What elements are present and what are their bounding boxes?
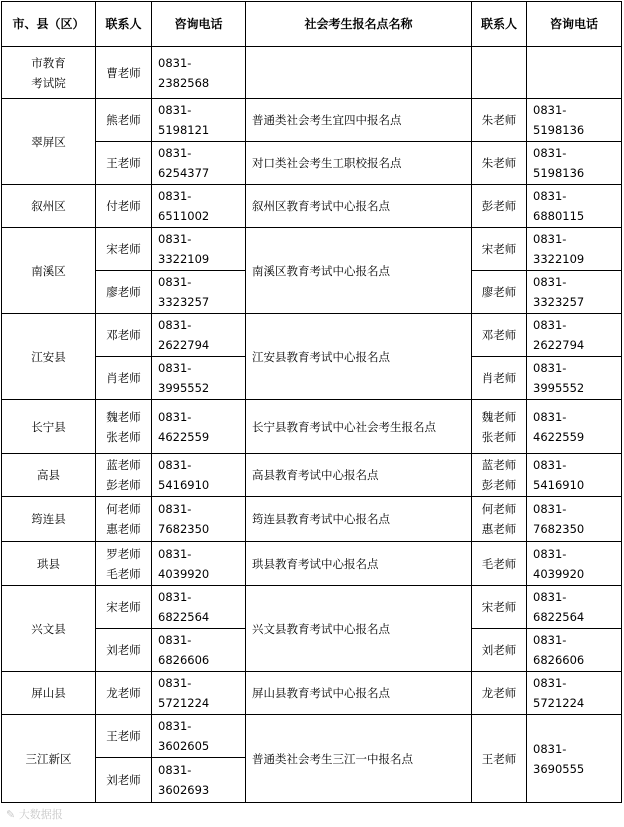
contact-cell: 刘老师 — [96, 629, 152, 672]
phone-cell: 0831-6822564 — [152, 586, 246, 629]
contact-cell-2: 刘老师 — [472, 629, 527, 672]
contact-cell-2: 朱老师 — [472, 142, 527, 185]
table-row — [2, 400, 622, 454]
phone-cell-2: 0831-5198136 — [527, 142, 622, 185]
contact-cell-2 — [472, 47, 527, 99]
header-site: 社会考生报名点名称 — [246, 2, 472, 47]
phone-cell: 0831-5416910 — [152, 454, 246, 497]
table-row — [2, 586, 622, 629]
phone-cell-2: 0831-4622559 — [527, 400, 622, 454]
table-row — [2, 185, 622, 228]
phone-cell-2: 0831-7682350 — [527, 497, 622, 542]
contact-cell: 王老师 — [96, 715, 152, 758]
contact-cell: 邓老师 — [96, 314, 152, 357]
site-cell: 长宁县教育考试中心社会考生报名点 — [246, 400, 472, 454]
phone-cell: 0831-5198121 — [152, 99, 246, 142]
phone-cell: 0831-3322109 — [152, 228, 246, 271]
phone-cell-2: 0831-6822564 — [527, 586, 622, 629]
contact-cell: 刘老师 — [96, 758, 152, 803]
contact-cell: 熊老师 — [96, 99, 152, 142]
contact-cell-2: 魏老师 张老师 — [472, 400, 527, 454]
area-cell: 兴文县 — [2, 586, 96, 672]
header-contact-2: 联系人 — [472, 2, 527, 47]
table-row — [2, 99, 622, 142]
header-phone-2: 咨询电话 — [527, 2, 622, 47]
phone-cell: 0831-3323257 — [152, 271, 246, 314]
contact-cell: 宋老师 — [96, 228, 152, 271]
area-cell: 长宁县 — [2, 400, 96, 454]
contact-cell: 廖老师 — [96, 271, 152, 314]
contact-cell-2: 邓老师 — [472, 314, 527, 357]
phone-cell: 0831-6254377 — [152, 142, 246, 185]
phone-cell-2: 0831-3323257 — [527, 271, 622, 314]
contact-cell-2: 毛老师 — [472, 542, 527, 586]
contact-cell: 魏老师 张老师 — [96, 400, 152, 454]
site-cell: 南溪区教育考试中心报名点 — [246, 228, 472, 314]
phone-cell-2: 0831-5198136 — [527, 99, 622, 142]
phone-cell: 0831-6511002 — [152, 185, 246, 228]
area-cell: 高县 — [2, 454, 96, 497]
contact-cell: 罗老师 毛老师 — [96, 542, 152, 586]
phone-cell: 0831-3602605 — [152, 715, 246, 758]
area-cell: 市教育 考试院 — [2, 47, 96, 99]
site-cell: 普通类社会考生三江一中报名点 — [246, 715, 472, 803]
phone-cell-2: 0831-3322109 — [527, 228, 622, 271]
contact-cell-2: 宋老师 — [472, 228, 527, 271]
phone-cell-2: 0831-6880115 — [527, 185, 622, 228]
header-contact: 联系人 — [96, 2, 152, 47]
watermark-text: 大数据报 — [18, 808, 63, 821]
site-cell: 屏山县教育考试中心报名点 — [246, 672, 472, 715]
watermark-logo — [6, 806, 63, 822]
phone-cell-2: 0831-5416910 — [527, 454, 622, 497]
header-area: 市、县（区） — [2, 2, 96, 47]
phone-cell-2: 0831-5721224 — [527, 672, 622, 715]
area-cell: 珙县 — [2, 542, 96, 586]
contact-cell: 付老师 — [96, 185, 152, 228]
contact-cell-2: 何老师 惠老师 — [472, 497, 527, 542]
contact-cell-2: 肖老师 — [472, 357, 527, 400]
area-cell: 叙州区 — [2, 185, 96, 228]
contact-cell: 宋老师 — [96, 586, 152, 629]
site-cell — [246, 47, 472, 99]
contact-cell-2: 蓝老师 彭老师 — [472, 454, 527, 497]
phone-cell-2: 0831-6826606 — [527, 629, 622, 672]
site-cell: 叙州区教育考试中心报名点 — [246, 185, 472, 228]
table-header-row — [2, 2, 622, 47]
area-cell: 筠连县 — [2, 497, 96, 542]
contact-cell: 肖老师 — [96, 357, 152, 400]
site-cell: 珙县教育考试中心报名点 — [246, 542, 472, 586]
table-row — [2, 542, 622, 586]
site-cell: 江安县教育考试中心报名点 — [246, 314, 472, 400]
phone-cell-2: 0831-2622794 — [527, 314, 622, 357]
area-cell: 三江新区 — [2, 715, 96, 803]
phone-cell: 0831-6826606 — [152, 629, 246, 672]
table-row — [2, 228, 622, 271]
phone-cell: 0831-2382568 — [152, 47, 246, 99]
phone-cell: 0831-2622794 — [152, 314, 246, 357]
contact-cell-2: 廖老师 — [472, 271, 527, 314]
phone-cell: 0831-3602693 — [152, 758, 246, 803]
watermark-icon: ✎ — [6, 808, 16, 821]
contact-cell: 何老师 惠老师 — [96, 497, 152, 542]
contact-cell-2: 朱老师 — [472, 99, 527, 142]
table-row — [2, 314, 622, 357]
phone-cell: 0831-4622559 — [152, 400, 246, 454]
contact-table — [1, 1, 622, 803]
site-cell: 高县教育考试中心报名点 — [246, 454, 472, 497]
site-cell: 兴文县教育考试中心报名点 — [246, 586, 472, 672]
area-cell: 翠屏区 — [2, 99, 96, 185]
area-cell: 江安县 — [2, 314, 96, 400]
site-cell: 对口类社会考生工职校报名点 — [246, 142, 472, 185]
table-row — [2, 715, 622, 758]
phone-cell: 0831-5721224 — [152, 672, 246, 715]
table-row — [2, 672, 622, 715]
site-cell: 普通类社会考生宜四中报名点 — [246, 99, 472, 142]
phone-cell: 0831-4039920 — [152, 542, 246, 586]
table-row — [2, 497, 622, 542]
contact-cell-2: 龙老师 — [472, 672, 527, 715]
contact-cell: 王老师 — [96, 142, 152, 185]
site-cell: 筠连县教育考试中心报名点 — [246, 497, 472, 542]
phone-cell-2: 0831-4039920 — [527, 542, 622, 586]
phone-cell: 0831-7682350 — [152, 497, 246, 542]
header-phone: 咨询电话 — [152, 2, 246, 47]
contact-cell: 曹老师 — [96, 47, 152, 99]
table-row — [2, 47, 622, 99]
phone-cell-2: 0831-3690555 — [527, 715, 622, 803]
area-cell: 南溪区 — [2, 228, 96, 314]
area-cell: 屏山县 — [2, 672, 96, 715]
phone-cell-2 — [527, 47, 622, 99]
contact-cell-2: 彭老师 — [472, 185, 527, 228]
table-row — [2, 454, 622, 497]
contact-cell-2: 王老师 — [472, 715, 527, 803]
phone-cell: 0831-3995552 — [152, 357, 246, 400]
contact-cell: 龙老师 — [96, 672, 152, 715]
phone-cell-2: 0831-3995552 — [527, 357, 622, 400]
contact-cell: 蓝老师 彭老师 — [96, 454, 152, 497]
contact-cell-2: 宋老师 — [472, 586, 527, 629]
